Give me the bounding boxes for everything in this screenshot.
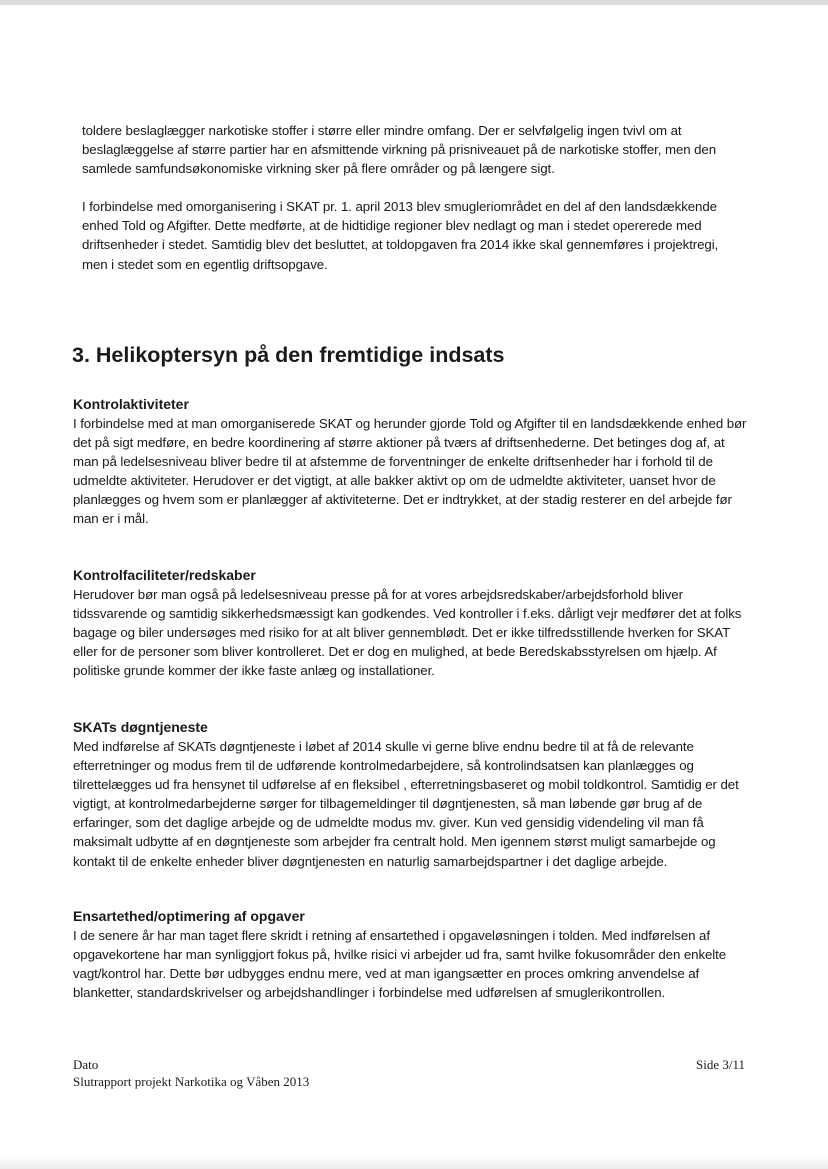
scan-bottom-edge: [0, 1155, 828, 1169]
intro-paragraph-1: toldere beslaglægger narkotiske stoffer i større eller mindre omfang. Der er selvfølgelig ingen tvivl om at beslaglæggelse af større partier har en afsmittende virkning på prisniveauet på de narkotiske stoffer, men den samlede samfundsøkonomiske virkning sker på flere områder og på længere sigt.: [82, 123, 717, 177]
intro-paragraph-2: I forbindelse med omorganisering i SKAT pr. 1. april 2013 blev smugleriområdet en del af den landsdækkende enhed Told og Afgifter. Dette medførte, at de hidtidige regioner blev nedlagt og man i stedet opererede med driftsenheder i stedet. Samtidig blev det besluttet, at toldopgaven fra 2014 ikke skal gennemføres i projektregi, men i stedet som en egentlig driftsopgave.: [82, 199, 719, 272]
page-number: Side 3/11: [696, 1057, 745, 1072]
ensartethed-section: [73, 907, 748, 1002]
footer-report-title: Slutrapport projekt Narkotika og Våben 2013: [73, 1073, 310, 1089]
intro-section: [82, 121, 747, 274]
kontrolfaciliteter-section: [73, 566, 748, 680]
page-footer: [73, 1057, 745, 1090]
kontrolaktiviteter-title: Kontrolaktiviteter: [73, 396, 189, 412]
kontrolaktiviteter-section: [73, 395, 748, 529]
dognjeneste-section: [73, 718, 748, 871]
scan-top-edge: [0, 0, 828, 5]
dognjeneste-text: Med indførelse af SKATs døgntjeneste i løbet af 2014 skulle vi gerne blive endnu bedre til at få de relevante efterretninger og modus frem til de udførende kontrolmedarbejdere, så kontrolindsatsen kan planlægges og tilrettelægges ud fra hensynet til udførelse af en fleksibel , efterretningsbaseret og mobil toldkontrol. Samtidig er det vigtigt, at kontrolmedarbejderne sørger for tilbagemeldinger til døgntjenesten, så man løbende gør brug af de erfaringer, som det daglige arbejde og de udmeldte modus mv. giver. Kun ved gensidig videndeling vil man få maksimalt udbytte af en døgntjeneste som arbejder fra centralt hold. Men igennem størst muligt samarbejde og kontakt til de enkelte enheder bliver døgntjenesten en naturlig samarbejdspartner i det daglige arbejde.: [73, 739, 739, 869]
ensartethed-text: I de senere år har man taget flere skridt i retning af ensartethed i opgaveløsningen i tolden. Med indførelsen af opgavekortene har man synliggjort fokus på, hvilke risici vi arbejder ud fra, samt hvilke fokusområder den enkelte vagt/kontrol har. Dette bør udbygges endnu mere, ved at man igangsætter en proces omkring anvendelse af blanketter, standardskrivelser og arbejdshandlinger i forbindelse med udførelsen af smuglerikontrollen.: [73, 928, 727, 1001]
section-heading: 3. Helikoptersyn på den fremtidige indsats: [72, 343, 505, 367]
footer-date-label: Dato: [73, 1057, 99, 1072]
ensartethed-title: Ensartethed/optimering af opgaver: [73, 908, 305, 924]
dognjeneste-title: SKATs døgntjeneste: [73, 719, 208, 735]
kontrolfaciliteter-title: Kontrolfaciliteter/redskaber: [73, 567, 256, 583]
kontrolfaciliteter-text: Herudover bør man også på ledelsesniveau presse på for at vores arbejdsredskaber/arbejdsforhold bliver tidssvarende og samtidig sikkerhedsmæssigt kan godkendes. Ved kontroller i f.eks. dårligt vejr medfører det at folks bagage og biler undersøges med risiko for at alt bliver gennemblødt. Det er ikke tilfredsstillende hverken for SKAT eller for de personer som bliver kontrolleret. Det er dog en mulighed, at bede Beredskabsstyrelsen om hjælp. Af politiske grunde kommer der ikke faste anlæg og installationer.: [73, 587, 742, 679]
document-page: [72, 121, 747, 1001]
kontrolaktiviteter-text: I forbindelse med at man omorganiserede SKAT og herunder gjorde Told og Afgifter til en landsdækkende enhed bør det på sigt medføre, en bedre koordinering af større aktioner på tværs af driftsenhederne. Det betinges dog af, at man på ledelsesniveau bliver bedre til at afstemme de forventninger de enkelte driftsenheder har i forhold til de udmeldte aktiviteter. Herudover er det vigtigt, at alle bakker aktivt op om de udmeldte aktiviteter, uanset hvor de planlægges og hvem som er planlægger af aktiviteterne. Det er indtrykket, at der stadig resterer en del arbejde før man er i mål.: [73, 416, 747, 527]
